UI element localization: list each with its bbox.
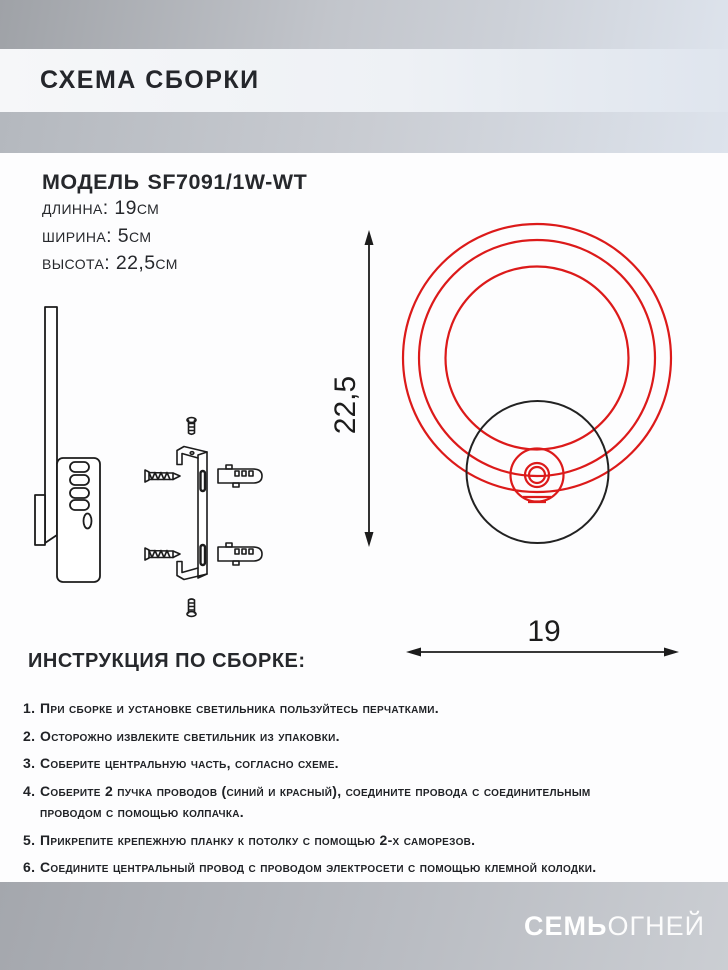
brand-logo-bold: СЕМЬ: [524, 910, 608, 941]
lamp-ring-edge: [45, 307, 57, 543]
header-band-bottom: [0, 112, 728, 153]
header-title-band: [0, 49, 728, 112]
instructions-list: [23, 698, 713, 879]
spec-length: длинна: 19см: [42, 197, 160, 219]
instruction-step-2: 2. Осторожно извлеките светильник из упаковки.: [23, 727, 340, 744]
brand-logo-light: ОГНЕЙ: [607, 910, 705, 941]
screw-bottom-left: [145, 548, 180, 560]
spec-height: высота: 22,5см: [42, 252, 178, 274]
small-screw-bottom: [187, 599, 196, 616]
spec-width: ширина: 5см: [42, 224, 152, 247]
screw-top-left: [145, 470, 180, 482]
model-code: SF7091/1W-WT: [147, 170, 308, 194]
height-dimension-label: 22,5: [329, 375, 362, 435]
page-title: СХЕМА СБОРКИ: [40, 66, 260, 94]
brand-logo: [524, 911, 728, 942]
mounting-bracket-diagram: [135, 403, 265, 623]
instruction-step-5: 5. Прикрепите крепежную планку к потолку с помощью 2-х саморезов.: [23, 831, 476, 848]
instruction-step-1: 1. При сборке и установке светильника пользуйтесь перчатками.: [23, 700, 439, 716]
model-title: [42, 170, 307, 195]
lamp-side-view-diagram: [25, 295, 135, 625]
bracket-plate: [177, 447, 207, 580]
ring-middle: [419, 240, 655, 476]
instructions-title: ИНСТРУКЦИЯ ПО СБОРКЕ:: [28, 650, 306, 672]
wall-anchor-bottom-right: [218, 543, 262, 565]
header-band-top: [0, 0, 728, 49]
lamp-driver-box: [57, 458, 100, 582]
lamp-wall-plate: [35, 495, 45, 545]
assembly-instructions: [23, 650, 713, 885]
model-info: [42, 170, 307, 278]
ring-outer: [403, 224, 671, 492]
instruction-step-3: 3. Соберите центральную часть, согласно схеме.: [23, 755, 339, 771]
instruction-step-4: 4. Соберите 2 пучка проводов (синий и красный), соедините провода с соединительным проводом с помощью колпачка.: [23, 782, 591, 820]
black-shade-circle: [467, 401, 609, 543]
model-label: МОДЕЛЬ: [42, 170, 140, 194]
width-dimension-label: 19: [527, 615, 561, 648]
ring-inner: [446, 267, 629, 450]
instruction-step-6: 6. Соедините центральный провод с проводом электросети с помощью клемной колодки.: [23, 859, 597, 875]
height-dimension: [329, 230, 374, 547]
small-screw-top: [187, 418, 196, 435]
front-view-diagram: [325, 185, 725, 675]
wall-anchor-top-right: [218, 465, 262, 487]
footer-band: [0, 882, 728, 970]
red-rings: [403, 224, 671, 502]
